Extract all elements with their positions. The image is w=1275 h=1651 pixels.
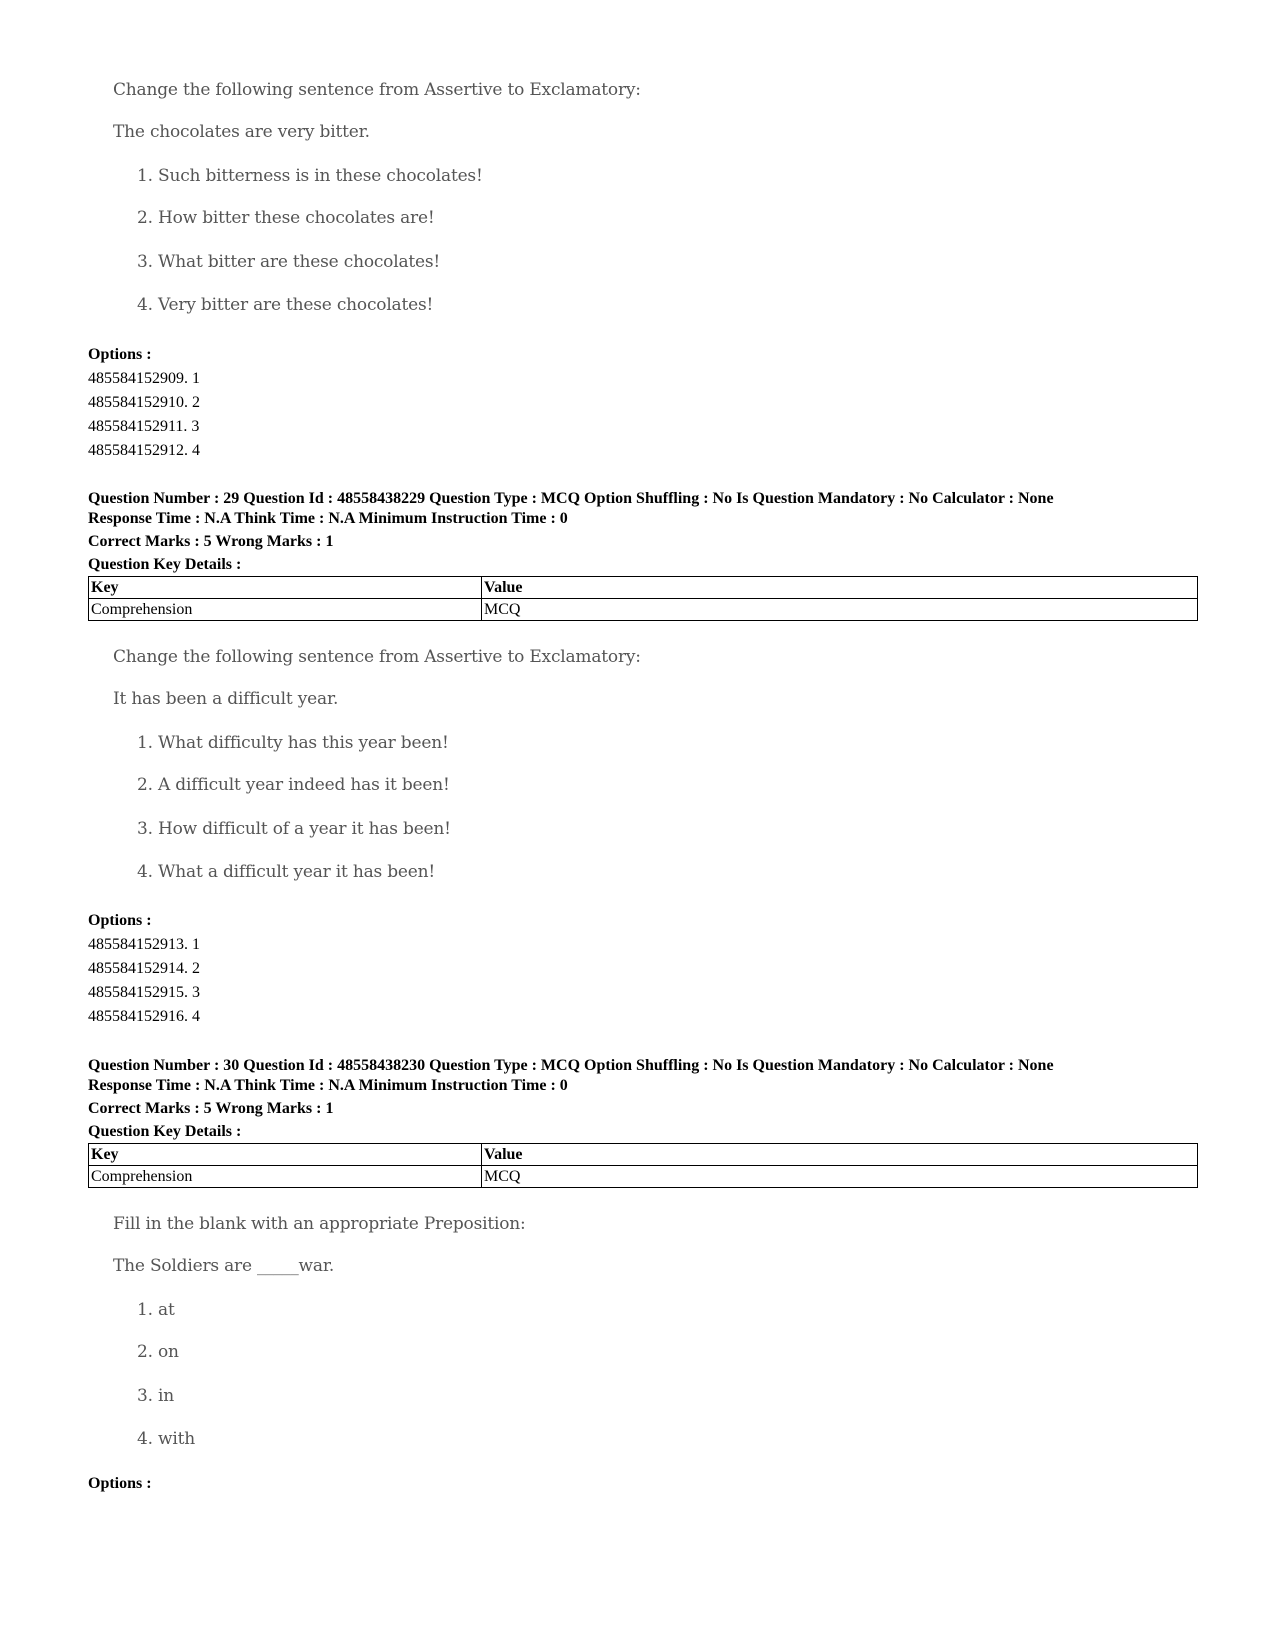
question-meta-line2: Response Time : N.A Think Time : N.A Minimum Instruction Time : 0	[88, 510, 568, 527]
question-meta-line2: Response Time : N.A Think Time : N.A Minimum Instruction Time : 0	[88, 1077, 568, 1094]
value-cell: MCQ	[482, 599, 1198, 621]
question-instruction: Change the following sentence from Assertive to Exclamatory:	[113, 80, 641, 100]
choice-4: 4. Very bitter are these chocolates!	[137, 295, 434, 315]
key-cell: Comprehension	[89, 599, 482, 621]
question-meta-line1: Question Number : 30 Question Id : 48558438230 Question Type : MCQ Option Shuffling : No Is Question Mandatory : No Calculator : None	[88, 1057, 1054, 1074]
options-list-28	[88, 343, 200, 463]
choice-4: 4. with	[137, 1429, 195, 1449]
choice-2: 2. How bitter these chocolates are!	[137, 208, 435, 228]
key-header: Key	[89, 577, 482, 599]
key-header: Key	[89, 1144, 482, 1166]
question-header-29	[88, 489, 1198, 575]
question-image-30	[113, 1214, 673, 1464]
question-image-29	[113, 647, 673, 897]
options-list-29	[88, 909, 200, 1029]
option-item: 485584152912. 4	[88, 442, 200, 459]
option-item: 485584152916. 4	[88, 1008, 200, 1025]
question-meta-line1: Question Number : 29 Question Id : 48558438229 Question Type : MCQ Option Shuffling : No Is Question Mandatory : No Calculator : None	[88, 490, 1054, 507]
key-details-label: Question Key Details :	[88, 556, 242, 573]
options-list-30	[88, 1472, 152, 1496]
choice-1: 1. at	[137, 1300, 175, 1320]
option-item: 485584152910. 2	[88, 394, 200, 411]
marks-line: Correct Marks : 5 Wrong Marks : 1	[88, 1100, 334, 1117]
options-label: Options :	[88, 912, 152, 929]
key-details-label: Question Key Details :	[88, 1123, 242, 1140]
choice-2: 2. on	[137, 1342, 179, 1362]
question-sentence: It has been a difficult year.	[113, 689, 339, 709]
choice-2: 2. A difficult year indeed has it been!	[137, 775, 450, 795]
question-sentence: The chocolates are very bitter.	[113, 122, 370, 142]
options-label: Options :	[88, 1475, 152, 1492]
question-header-30	[88, 1056, 1198, 1142]
choice-3: 3. What bitter are these chocolates!	[137, 252, 441, 272]
value-cell: MCQ	[482, 1166, 1198, 1188]
question-sentence: The Soldiers are _____war.	[113, 1256, 335, 1276]
choice-1: 1. What difficulty has this year been!	[137, 733, 449, 753]
question-key-table-29	[88, 576, 1198, 621]
question-key-table-30	[88, 1143, 1198, 1188]
option-item: 485584152909. 1	[88, 370, 200, 387]
value-header: Value	[482, 1144, 1198, 1166]
option-item: 485584152914. 2	[88, 960, 200, 977]
choice-4: 4. What a difficult year it has been!	[137, 862, 436, 882]
question-instruction: Fill in the blank with an appropriate Preposition:	[113, 1214, 526, 1234]
choice-3: 3. in	[137, 1386, 175, 1406]
question-image-28	[113, 80, 673, 330]
choice-1: 1. Such bitterness is in these chocolates!	[137, 166, 483, 186]
option-item: 485584152915. 3	[88, 984, 200, 1001]
marks-line: Correct Marks : 5 Wrong Marks : 1	[88, 533, 334, 550]
option-item: 485584152911. 3	[88, 418, 200, 435]
key-cell: Comprehension	[89, 1166, 482, 1188]
question-instruction: Change the following sentence from Assertive to Exclamatory:	[113, 647, 641, 667]
option-item: 485584152913. 1	[88, 936, 200, 953]
value-header: Value	[482, 577, 1198, 599]
choice-3: 3. How difficult of a year it has been!	[137, 819, 451, 839]
options-label: Options :	[88, 346, 152, 363]
